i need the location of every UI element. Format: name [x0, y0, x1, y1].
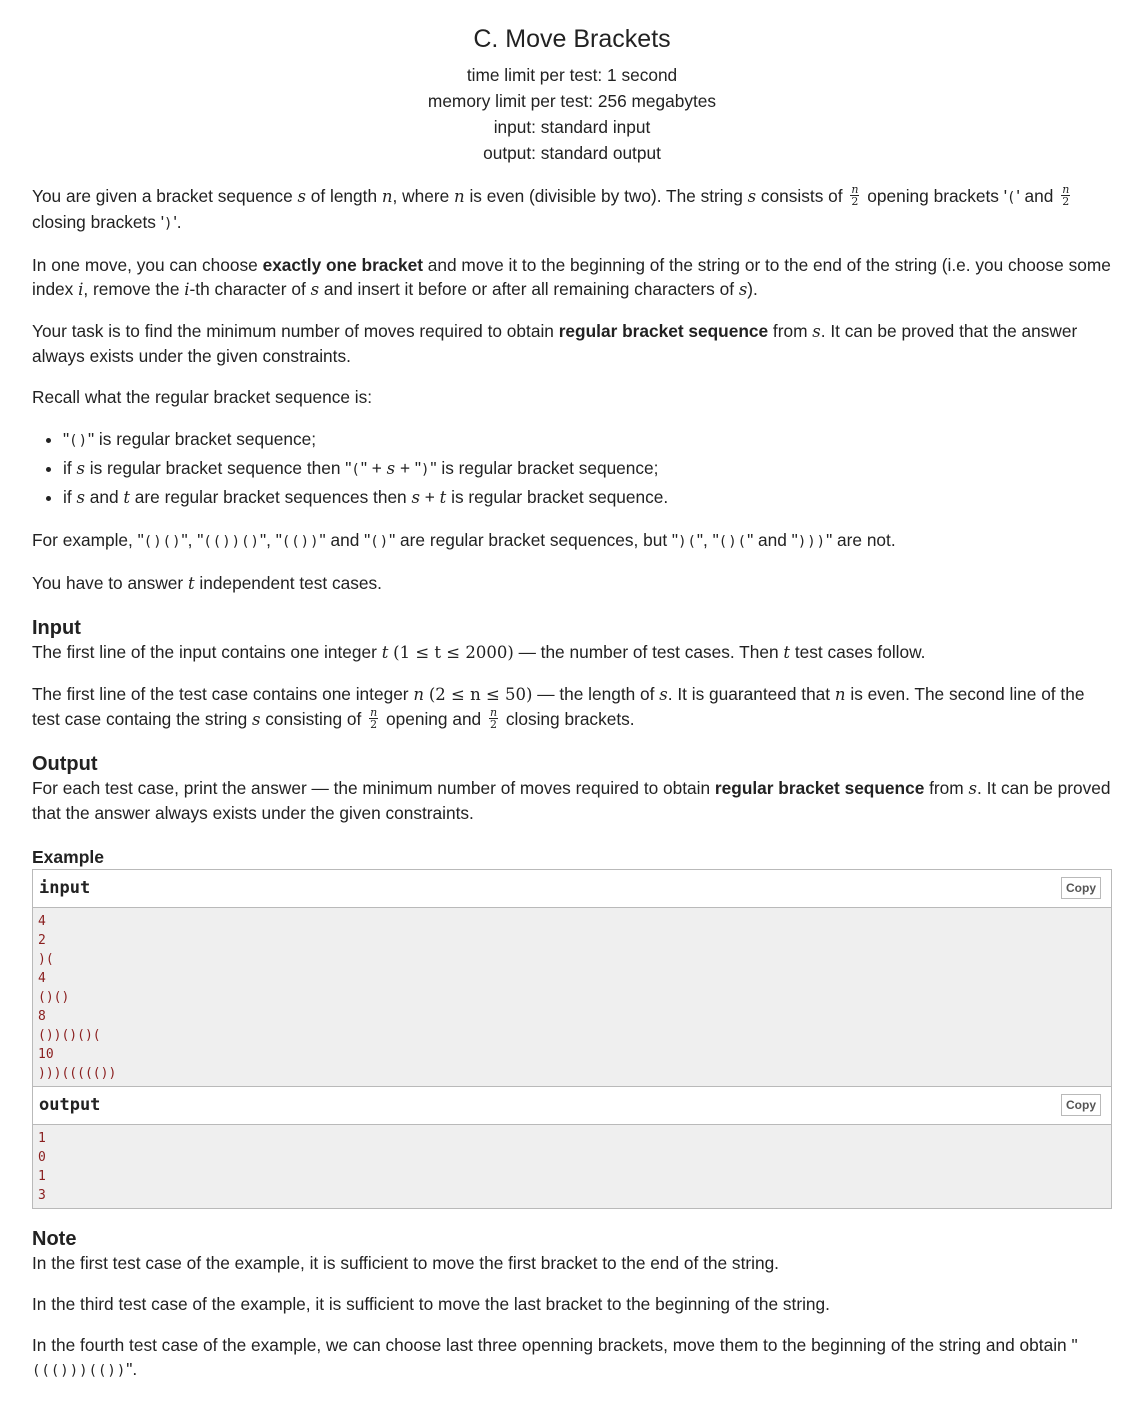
example-output-text: 1 0 1 3	[33, 1125, 1111, 1208]
output-section	[32, 752, 1112, 825]
definition-list	[32, 426, 1112, 511]
list-item: • if s and t are regular bracket sequences then s + t is regular bracket sequence.	[63, 484, 1112, 511]
input-section	[32, 616, 1112, 732]
example-output-header	[33, 1086, 1111, 1125]
input-paragraph: The first line of the input contains one integer t (1 ≤ t ≤ 2000) — the number of test cases. Then t test cases follow.	[32, 642, 926, 662]
statement-paragraph: You have to answer t independent test cases.	[32, 573, 382, 593]
example-input-label: input	[39, 878, 91, 898]
section-title: Input	[32, 617, 81, 639]
fraction-n-over-2: $\frac{n}{2}$	[1062, 182, 1070, 208]
statement-paragraph: For example, "()()", "(())()", "(())" and "()" are regular bracket sequences, but ")(", "()(" and ")))" are not.	[32, 530, 896, 550]
statement-paragraph: Your task is to find the minimum number of moves required to obtain regular bracket sequence from s. It can be proved that the answer always exists under the given constraints.	[32, 321, 1078, 366]
copy-output-button[interactable]: Copy	[1061, 1094, 1101, 1116]
example-box	[32, 869, 1112, 1209]
list-item: • if s is regular bracket sequence then "(" + s + ")" is regular bracket sequence;	[63, 455, 1112, 484]
fraction-n-over-2: $\frac{n}{2}$	[370, 705, 378, 731]
note-section	[32, 1227, 1112, 1383]
note-paragraph: In the first test case of the example, it is sufficient to move the first bracket to the end of the string.	[32, 1253, 779, 1273]
section-title: Note	[32, 1228, 77, 1250]
problem-header	[32, 22, 1112, 166]
input-paragraph: The first line of the test case contains one integer n (2 ≤ n ≤ 50) — the length of s. It is guaranteed that n is even. The second line of the test case containg the string s consisting of $\frac{n}{2}$ opening and $\frac{n}{2}$ closing brackets.	[32, 684, 1085, 731]
example-section	[32, 845, 1112, 1209]
output-spec: output: standard output	[483, 143, 661, 163]
output-paragraph: For each test case, print the answer — the minimum number of moves required to obtain regular bracket sequence from s. It can be proved that the answer always exists under the given constraints.	[32, 778, 1111, 823]
problem-limits	[32, 62, 1112, 166]
problem-page	[32, 0, 1112, 1400]
fraction-n-over-2: $\frac{n}{2}$	[851, 182, 859, 208]
problem-statement	[32, 184, 1112, 596]
copy-input-button[interactable]: Copy	[1061, 877, 1101, 899]
example-input-header	[33, 870, 1111, 908]
note-paragraph: In the fourth test case of the example, we can choose last three openning brackets, move them to the beginning of the string and obtain "((()))(())".	[32, 1335, 1078, 1379]
example-input-text: 4 2 )( 4 ()() 8 ())()()( 10 )))((((())	[33, 908, 1111, 1086]
input-spec: input: standard input	[493, 117, 651, 137]
fraction-n-over-2: $\frac{n}{2}$	[489, 705, 498, 731]
example-output-label: output	[39, 1095, 101, 1115]
section-title: Output	[32, 753, 98, 775]
note-paragraph: In the third test case of the example, it is sufficient to move the last bracket to the beginning of the string.	[32, 1294, 830, 1314]
statement-paragraph: Recall what the regular bracket sequence is:	[32, 387, 373, 407]
time-limit: time limit per test: 1 second	[466, 65, 678, 85]
list-item: • "()" is regular bracket sequence;	[63, 426, 1112, 455]
problem-title: C. Move Brackets	[473, 25, 671, 53]
memory-limit: memory limit per test: 256 megabytes	[427, 91, 717, 111]
statement-paragraph: You are given a bracket sequence s of length n, where n is even (divisible by two). The string s consists of $\frac{n}{2}$ opening brackets '(' and $\frac{n}{2}$ closing brackets ')'.	[32, 182, 1070, 232]
statement-paragraph: In one move, you can choose exactly one bracket and move it to the beginning of the string or to the end of the string (i.e. you choose some index i, remove the i-th character of s and insert it before or after all remaining characters of s).	[32, 255, 1111, 299]
section-title: Example	[32, 847, 104, 867]
